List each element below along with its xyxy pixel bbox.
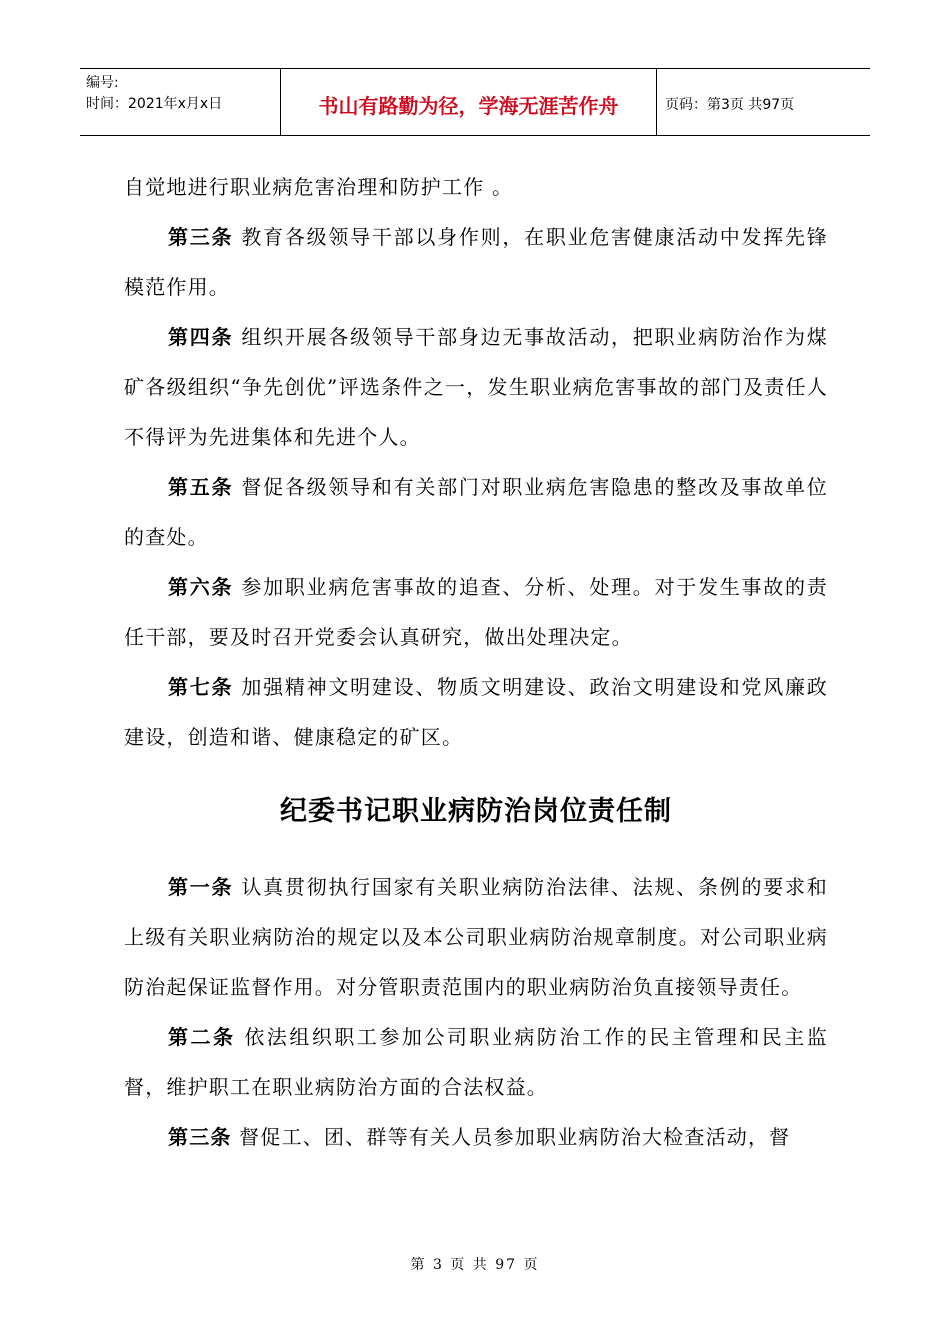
paragraph (124, 1012, 828, 1112)
paragraph (124, 462, 828, 562)
article-number: 第四条 (168, 325, 234, 349)
paragraph (124, 1112, 828, 1162)
header-page-info: 页码：第3页 共97页 (665, 97, 795, 113)
article-number: 第一条 (168, 875, 234, 899)
paragraph: 自觉地进行职业病危害治理和防护工作 。 (124, 175, 514, 199)
page-header (80, 68, 870, 136)
document-body (124, 162, 828, 1162)
article-text: 教育各级领导干部以身作则，在职业危害健康活动中发挥先锋模范作用。 (124, 225, 828, 299)
article-number: 第二条 (168, 1025, 236, 1049)
paragraph (124, 312, 828, 462)
paragraph (124, 562, 828, 662)
article-text: 督促各级领导和有关部门对职业病危害隐患的整改及事故单位的查处。 (124, 475, 828, 549)
article-text: 参加职业病危害事故的追查、分析、处理。对于发生事故的责任干部，要及时召开党委会认真研究，做出处理决定。 (124, 575, 828, 649)
page-footer: 第 3 页 共 97 页 (410, 1257, 540, 1273)
article-number: 第五条 (168, 475, 234, 499)
article-text: 加强精神文明建设、物质文明建设、政治文明建设和党风廉政建设，创造和谐、健康稳定的矿区。 (124, 675, 828, 749)
paragraph (124, 862, 828, 1012)
number-label: 编号: (86, 75, 119, 91)
section-title: 纪委书记职业病防治岗位责任制 (280, 796, 672, 827)
paragraph (124, 212, 828, 312)
article-number: 第三条 (168, 225, 234, 249)
header-meta (80, 69, 281, 135)
article-number: 第七条 (168, 675, 234, 699)
paragraph (124, 662, 828, 762)
time-label: 时间：2021年x月x日 (86, 96, 223, 112)
article-number: 第三条 (168, 1125, 232, 1149)
article-text: 认真贯彻执行国家有关职业病防治法律、法规、条例的要求和上级有关职业病防治的规定以及本公司职业病防治规章制度。对公司职业病防治起保证监督作用。对分管职责范围内的职业病防治负直接领导责任。 (124, 875, 828, 999)
article-number: 第六条 (168, 575, 234, 599)
header-motto: 书山有路勤为径，学海无涯苦作舟 (281, 69, 657, 135)
article-text: 督促工、团、群等有关人员参加职业病防治大检查活动，督 (231, 1125, 791, 1149)
article-text: 组织开展各级领导干部身边无事故活动，把职业病防治作为煤矿各级组织“争先创优”评选条件之一，发生职业病危害事故的部门及责任人不得评为先进集体和先进个人。 (124, 325, 828, 449)
article-text: 依法组织职工参加公司职业病防治工作的民主管理和民主监督，维护职工在职业病防治方面的合法权益。 (124, 1025, 828, 1099)
